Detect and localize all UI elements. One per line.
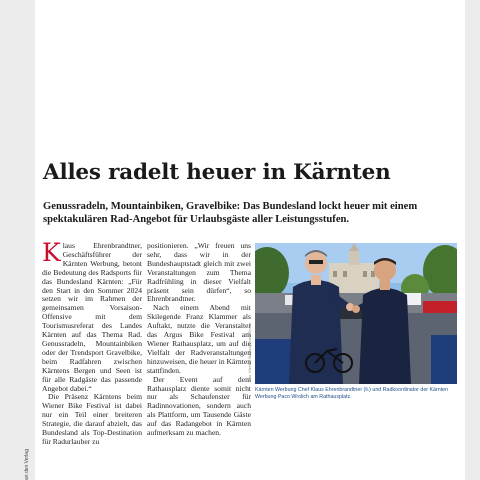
text-column-2 [147, 242, 251, 438]
photo-caption: Kärnten Werbung Chef Klaus Ehrenbrandtner (li.) und Radkoordinator der Kärnten Werbung Paco Wrolich am Rathausplatz. [255, 387, 449, 400]
paragraph: positionieren. „Wir freuen uns sehr, dass wir in der Bundeshauptstadt gleich mit zwei Veranstaltungen zum Thema Radfrühling in dieser Vielfalt präsent sein dürfen“, so Ehrenbrandtner. [147, 241, 251, 304]
paragraph: Die Präsenz Kärntens beim Wiener Bike Festival ist dabei nur ein Teil einer breiteren Strategie, die darauf abzielt, das Bundesland als Top-Destination für Radurlauber zu [42, 392, 142, 446]
photo-illustration [255, 243, 457, 384]
photo-credit: Foto: Kärnten Werbung/Franz Gruber [248, 322, 252, 382]
paragraph-text: laus Ehrenbrandtner, Geschäftsführer der Kärnten Werbung, betont die Bedeutung des Radsports für das Bundesland Kärnten: „Für den Start in den Sommer 2024 setzen wir im Rahmen der gemeinsamen Vorsaison-Offensive mit dem Tourismusreferat des Landes Kärnten auf das Thema Rad. Genussradeln, Mountainbiken oder der Trendsport Gravelbike, beim Radfahren zwischen Kärntens Bergen und Seen ist für alle Radgäste das passende Angebot dabei.“ [42, 241, 142, 393]
article-deck: Genussradeln, Mountainbiken, Gravelbike: Das Bundesland lockt heuer mit einem spektakulären Rad-Angebot für Urlaubsgäste aller Leistungsstufen. [43, 201, 418, 225]
paragraph [42, 238, 142, 393]
side-credit: an den Verlag [24, 449, 30, 480]
magazine-page [35, 0, 465, 480]
paragraph: Nach einem Abend mit Skilegende Franz Klammer als Auftakt, nutzte die Veranstalter das Argus Bike Festival am Wiener Rathausplatz, um auf die Vielfalt der Radveranstaltungen hinzuweisen, die heuer in Kärnten stattfinden. [147, 303, 251, 375]
paragraph: Der Event auf dem Rathausplatz diente somit nicht nur als Schaufenster für Radinnovationen, sondern auch als Plattform, um Tausende Gäste auf das Radangebot in Kärnten aufmerksam zu machen. [147, 374, 251, 438]
text-column-1 [42, 238, 142, 447]
article-photo [255, 243, 457, 384]
drop-cap: K [42, 238, 61, 267]
article-headline: Alles radelt heuer in Kärnten [43, 160, 391, 185]
